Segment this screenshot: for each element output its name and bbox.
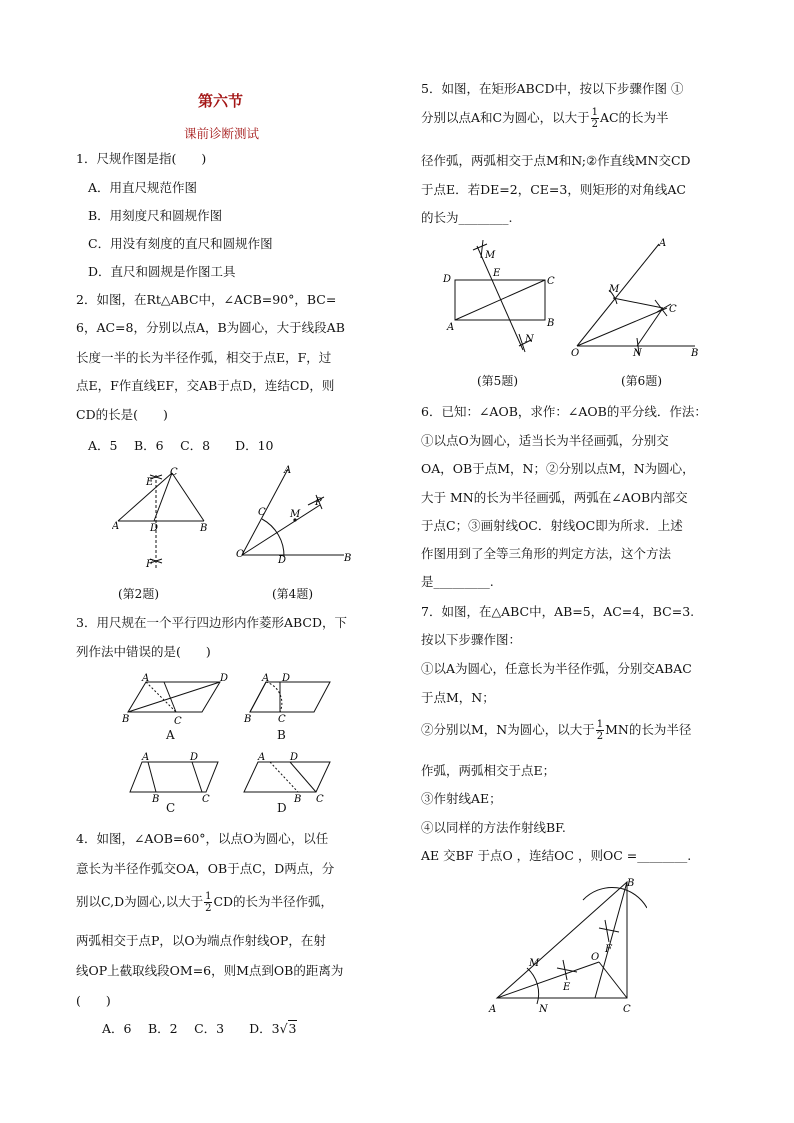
q2-label-d: D <box>150 523 159 534</box>
q3-line-1: 3．用尺规在一个平行四边形内作菱形ABCD，下 <box>76 615 347 630</box>
q4-line-3: 别以C,D为圆心,以大于 $\frac{1}{2}$ CD的长为半径作弧， <box>76 891 334 914</box>
q6-line-6: 作图用到了全等三角形的判定方法，这个方法 <box>421 546 672 561</box>
q4-label-c: C <box>258 507 266 518</box>
q7-line-3: ①以A为圆心，任意长为半径作弧，分别交ABAC <box>421 661 692 676</box>
q3-choice-label-c: C <box>166 801 176 815</box>
q7-line-9: AE 交BF 于点O ，连结OC ，则OC =________. <box>421 848 692 863</box>
q5-line-2: 分别以点A和C为圆心，以大于 $\frac{1}{2}$ AC的长为半 <box>421 107 669 130</box>
q6-line-1: 6．已知：∠AOB，求作：∠AOB的平分线．作法： <box>421 404 707 419</box>
q7-line-1: 7．如图，在△ABC中，AB=5，AC=4，BC=3. <box>421 604 695 619</box>
q1-stem: 1．尺规作图是指( ) <box>76 151 207 166</box>
q6-line-2: ①以点O为圆心，适当长为半径画弧，分别交 <box>421 433 669 448</box>
q7-line-5: ②分别以M，N为圆心，以大于 $\frac{1}{2}$ MN的长为半径 <box>421 719 692 742</box>
q6-label-b: B <box>691 348 699 359</box>
q6-label-m: M <box>609 284 620 295</box>
q4-line-1: 4．如图，∠AOB=60°，以点O为圆心，以任 <box>76 831 329 846</box>
q3-choice-label-d: D <box>277 801 287 815</box>
q5-line-3: 径作弧，两弧相交于点M和N;②作直线MN交CD <box>421 153 691 168</box>
q3-d-label-c: C <box>316 794 324 805</box>
q3-parallelogram-c <box>130 762 218 792</box>
q5-line-4: 于点E．若DE=2，CE=3，则矩形的对角线AC <box>421 182 686 197</box>
q1-option-c: C．用没有刻度的直尺和圆规作图 <box>88 236 273 251</box>
q4-line-2: 意长为半径作弧交OA，OB于点C，D两点，分 <box>76 861 335 876</box>
q6-line-3: OA，OB于点M，N；②分别以点M，N为圆心， <box>421 461 695 476</box>
q3-choice-label-b: B <box>277 728 286 742</box>
figure-q5-q6 <box>437 234 727 364</box>
q3-a-label-c: C <box>174 716 182 727</box>
q3-d-label-a: A <box>258 752 266 763</box>
q4-fraction: $\frac{1}{2}$ <box>205 891 212 914</box>
q3-b-label-d: D <box>282 673 291 684</box>
figure-q2 <box>118 473 204 569</box>
q5-label-m: M <box>485 250 496 261</box>
q2-line-2: 6，AC=8，分别以点A，B为圆心，大于线段AB <box>76 320 345 335</box>
q2-line-4: 点E，F作直线EF，交AB于点D，连结CD，则 <box>76 378 335 393</box>
q3-a-label-d: D <box>220 673 229 684</box>
q3-parallelogram-b <box>250 682 330 712</box>
q6-label-o: O <box>571 348 580 359</box>
q1-option-d: D．直尺和圆规是作图工具 <box>88 264 236 279</box>
q7-line-2: 按以下步骤作图： <box>421 632 522 647</box>
q2-label-c: C <box>170 467 178 478</box>
section-subtitle: 课前诊断测试 <box>184 126 260 141</box>
q4-label-o: O <box>236 549 245 560</box>
q3-c-label-d: D <box>190 752 199 763</box>
figure-q7 <box>487 872 647 1022</box>
q5-label-e: E <box>493 268 501 279</box>
q7-label-a: A <box>489 1004 497 1015</box>
q5-label-d: D <box>443 274 452 285</box>
q3-b-label-c: C <box>278 714 286 725</box>
q7-line-7: ③作射线AE； <box>421 791 502 806</box>
q5-fraction: $\frac{1}{2}$ <box>591 107 598 130</box>
q7-label-b: B <box>627 878 635 889</box>
figure-q6 <box>577 244 695 354</box>
q7-line-8: ④以同样的方法作射线BF. <box>421 820 566 835</box>
q3-b-label-a: A <box>262 673 270 684</box>
q2-label-b: B <box>200 523 208 534</box>
q1-option-a: A．用直尺规范作图 <box>88 180 198 195</box>
q6-label-a: A <box>659 238 667 249</box>
q4-line-5: 线OP上截取线段OM=6，则M点到OB的距离为 <box>76 963 344 978</box>
q2-options: A．5 B．6 C．8 D．10 <box>88 438 274 453</box>
q7-label-e: E <box>563 982 571 993</box>
q7-label-o: O <box>591 952 600 963</box>
q6-caption: (第6题) <box>621 374 662 388</box>
section-title: 第六节 <box>198 92 244 110</box>
q7-label-f: F <box>605 944 612 955</box>
q3-a-label-b: B <box>122 714 130 725</box>
figure-q3 <box>122 672 362 822</box>
q4-label-a: A <box>284 465 292 476</box>
figure-q2-q4 <box>112 465 362 575</box>
q7-label-m: M <box>529 958 540 969</box>
q4-label-p: P <box>315 497 322 508</box>
q2-line-1: 2．如图，在Rt△ABC中，∠ACB=90°，BC= <box>76 292 337 307</box>
q5-line-5: 的长为________. <box>421 210 513 225</box>
q5-label-a: A <box>447 322 455 333</box>
q5-label-n: N <box>525 334 534 345</box>
q4-label-b: B <box>344 553 352 564</box>
q2-line-3: 长度一半的长为半径作弧，相交于点E，F，过 <box>76 350 332 365</box>
q3-choice-label-a: A <box>166 728 175 742</box>
q2-caption: (第2题) <box>118 587 159 601</box>
q4-caption: (第4题) <box>272 587 313 601</box>
q4-label-d: D <box>278 555 287 566</box>
q7-label-c: C <box>623 1004 631 1015</box>
q5-caption: (第5题) <box>477 374 518 388</box>
q3-b-label-b: B <box>244 714 252 725</box>
q2-label-e: E <box>146 477 154 488</box>
q5-line-1: 5．如图，在矩形ABCD中，按以下步骤作图 ① <box>421 81 684 96</box>
q3-parallelogram-d <box>244 762 330 792</box>
q7-line-4: 于点M，N； <box>421 690 495 705</box>
q7-fraction: $\frac{1}{2}$ <box>596 719 604 742</box>
q7-triangle <box>497 882 627 998</box>
q3-c-label-b: B <box>152 794 160 805</box>
q4-label-m: M <box>290 509 301 520</box>
q3-d-label-d: D <box>290 752 299 763</box>
q5-label-b: B <box>547 318 555 329</box>
q4-line-4: 两弧相交于点P，以O为端点作射线OP，在射 <box>76 933 326 948</box>
q6-line-4: 大于 MN的长为半径画弧，两弧在∠AOB内部交 <box>421 490 688 505</box>
q2-label-a: A <box>112 521 120 532</box>
q4-options: A．6 B．2 C．3 D．3√3 <box>102 1021 297 1036</box>
q3-c-label-a: A <box>142 752 150 763</box>
q3-c-label-c: C <box>202 794 210 805</box>
q6-label-c: C <box>669 304 677 315</box>
q3-line-2: 列作法中错误的是( ) <box>76 644 211 659</box>
q4-line-6: ( ) <box>76 993 111 1008</box>
q7-line-6: 作弧，两弧相交于点E； <box>421 763 556 778</box>
q1-option-b: B．用刻度尺和圆规作图 <box>88 208 223 223</box>
q6-label-n: N <box>633 348 642 359</box>
q5-label-c: C <box>547 276 555 287</box>
q3-d-label-b: B <box>294 794 302 805</box>
q2-line-5: CD的长是( ) <box>76 407 168 422</box>
q7-label-n: N <box>539 1004 548 1015</box>
q6-line-7: 是_________. <box>421 574 494 589</box>
q3-a-label-a: A <box>142 673 150 684</box>
q2-label-f: F <box>146 559 153 570</box>
q6-line-5: 于点C；③画射线OC．射线OC即为所求．上述 <box>421 518 683 533</box>
